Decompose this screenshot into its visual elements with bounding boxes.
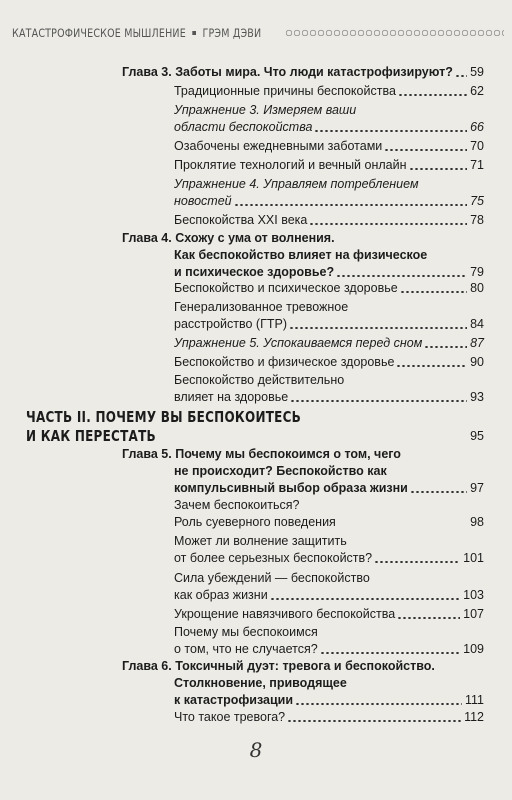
chapter-label: Глава 4. [122,231,172,245]
page-number: 66 [470,120,484,134]
page-number: 97 [470,481,484,495]
toc-entry[interactable]: Зачем беспокоиться? Роль суеверного поведения 98 [174,498,484,529]
toc-entry[interactable]: Что такое тревога? 112 [174,710,484,724]
leader-dots [409,168,468,170]
toc-chapter-3[interactable] [122,64,484,81]
leader-dots [290,400,467,402]
toc-entry[interactable]: Беспокойство действительно влияет на здоровье 93 [174,373,484,404]
toc-entry[interactable]: Генерализованное тревожное расстройство (ГТР) 84 [174,300,484,331]
page-number: 59 [470,65,484,79]
leader-dots [336,275,467,277]
page-number: 111 [464,693,484,707]
toc-entry[interactable]: Почему мы беспокоимся о том, что не случается? 109 [174,625,484,656]
leader-dots [424,346,467,348]
chapter-label: Глава 3. [122,65,172,79]
leader-dots [410,491,467,493]
page-number: 84 [470,317,484,331]
toc-chapter-6[interactable]: Глава 6. Токсичный дуэт: тревога и беспокойство. Столкновение, приводящее к катастрофизации 111 [122,659,484,707]
page-number: 103 [463,588,484,602]
toc-part-2-title[interactable]: ЧАСТЬ II. ПОЧЕМУ ВЫ БЕСПОКОИТЕСЬ И КАК ПЕРЕСТАТЬ [26,408,302,445]
toc-chapter-5[interactable]: Глава 5. Почему мы беспокоимся о том, чего не происходит? Беспокойство как компульсивный выбор образа жизни 97 [122,447,484,495]
toc-entry[interactable]: Беспокойство и физическое здоровье 90 [174,355,484,369]
leader-dots [270,598,460,600]
leader-dots [289,327,467,329]
leader-dots [397,617,460,619]
leader-dots [396,365,467,367]
leader-dots [400,291,467,293]
page-number: 78 [470,213,484,227]
page-number: 79 [470,265,484,279]
page-number: 90 [470,355,484,369]
page-number: 62 [470,84,484,98]
page-number: 80 [470,281,484,295]
leader-dots [320,652,460,654]
page-number: 87 [470,336,484,350]
toc-entry[interactable]: Сила убеждений — беспокойство как образ жизни 103 [174,571,484,602]
toc-entry[interactable]: Проклятие технологий и вечный онлайн 71 [174,158,484,172]
toc-entry[interactable]: Укрощение навязчивого беспокойства 107 [174,607,484,621]
page-number: 107 [463,607,484,621]
leader-dots [384,149,467,151]
chapter-title: Заботы мира. Что люди катастрофизируют? [175,65,453,79]
toc-chapter-4[interactable]: Глава 4. Схожу с ума от волнения. Как беспокойство влияет на физическое и психическое здоровье? 79 [122,231,484,279]
page-number: 75 [470,194,484,208]
leader-dots [314,130,467,132]
page-number: 71 [470,158,484,172]
leader-dots [374,561,460,563]
page-number: 93 [470,390,484,404]
leader-dots [455,75,467,77]
toc-entry[interactable]: Может ли волнение защитить от более серьезных беспокойств? 101 [174,534,484,565]
toc-entry[interactable]: Беспокойство и психическое здоровье 80 [174,281,484,295]
toc-entry[interactable]: Упражнение 4. Управляем потреблением новостей 75 [174,177,484,208]
page-number: 109 [463,642,484,656]
chapter-label: Глава 5. [122,447,172,461]
toc-entry[interactable]: Беспокойства XXI века 78 [174,213,484,227]
page-number: 95 [470,429,484,443]
page-number: 112 [464,710,484,724]
toc-entry[interactable]: Упражнение 5. Успокаиваемся перед сном 87 [174,336,484,350]
page-number: 98 [470,515,484,529]
leader-dots [295,703,462,705]
toc-entry[interactable]: Озабочены ежедневными заботами 70 [174,139,484,153]
page-number: 70 [470,139,484,153]
leader-dots [287,720,461,722]
page-folio: 8 [249,738,263,762]
leader-dots [309,223,467,225]
header-book-title: КАТАСТРОФИЧЕСКОЕ МЫШЛЕНИЕ [12,26,186,40]
toc-entry[interactable]: Традиционные причины беспокойства 62 [174,84,484,98]
header-author: ГРЭМ ДЭВИ [202,26,262,40]
leader-dots [398,94,467,96]
leader-dots [234,204,467,206]
chapter-label: Глава 6. [122,659,172,673]
page-number: 101 [463,551,484,565]
toc-entry[interactable]: Упражнение 3. Измеряем ваши области беспокойства 66 [174,103,484,134]
